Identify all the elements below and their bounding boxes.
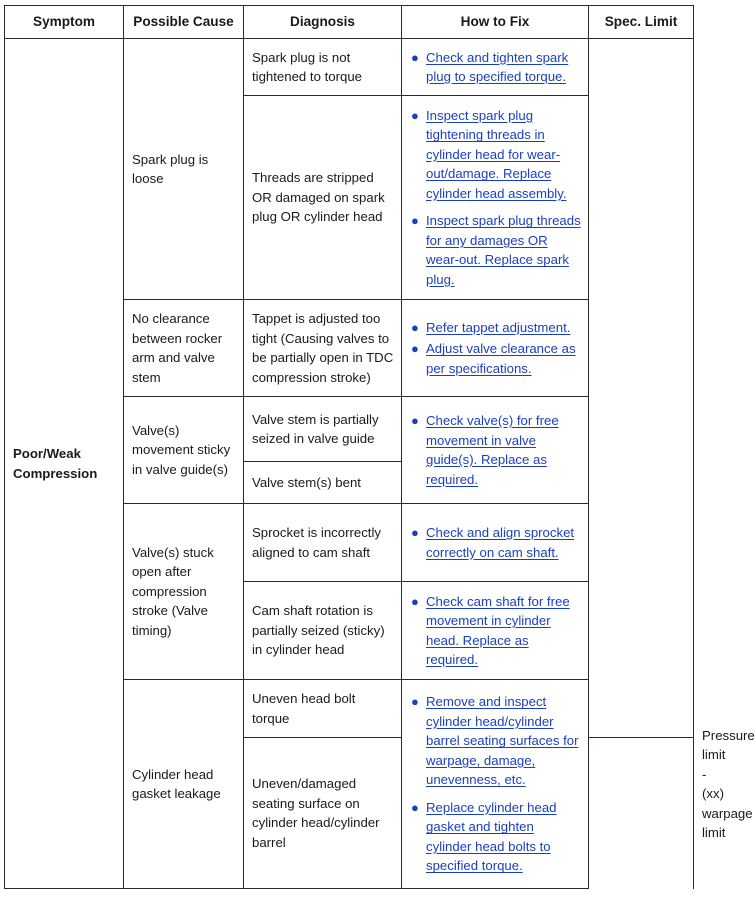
fix-item[interactable] (410, 318, 582, 338)
table-row: Cylinder head gasket leakage Uneven head bolt torque ● Remove and inspect cylinder head/cylinder barrel seating surfaces for warpage, damage, unevenness, etc. ● Replace cylinder head gasket and tighten cylinder head bolts to specified torque. Pressure limit - (xx) warpage limit (5, 680, 694, 738)
diagnosis-cell: Sprocket is incorrectly aligned to cam shaft (244, 504, 402, 582)
cause-cell: Valve(s) stuck open after compression stroke (Valve timing) (124, 504, 244, 680)
fix-cell (402, 300, 589, 397)
bullet-icon: ● (411, 107, 419, 123)
fix-cell (402, 96, 589, 300)
fix-link[interactable]: Adjust valve clearance as per specifications. (426, 341, 576, 376)
bullet-icon: ● (411, 694, 419, 710)
bullet-icon: ● (411, 799, 419, 815)
header-spec-limit: Spec. Limit (589, 6, 694, 39)
fix-link[interactable]: Check and align sprocket correctly on cam shaft. (426, 525, 575, 560)
diagnosis-cell: Threads are stripped OR damaged on spark plug OR cylinder head (244, 96, 402, 300)
header-diagnosis: Diagnosis (244, 6, 402, 39)
header-how-to-fix: How to Fix (402, 6, 589, 39)
fix-item[interactable] (410, 592, 582, 670)
cause-cell: Valve(s) movement sticky in valve guide(s) (124, 397, 244, 504)
diagnosis-cell: Valve stem is partially seized in valve guide (244, 397, 402, 462)
fix-item[interactable] (410, 106, 582, 204)
diagnosis-cell: Valve stem(s) bent (244, 462, 402, 504)
bullet-icon: ● (411, 319, 419, 335)
fix-item[interactable] (410, 523, 582, 562)
diagnosis-cell: Tappet is adjusted too tight (Causing valves to be partially open in TDC compression stroke) (244, 300, 402, 397)
diagnosis-cell: Uneven head bolt torque (244, 680, 402, 738)
header-possible-cause: Possible Cause (124, 6, 244, 39)
fix-cell (402, 504, 589, 582)
table-row (5, 39, 694, 96)
fix-cell (402, 39, 589, 96)
fix-link[interactable]: Refer tappet adjustment. (426, 319, 571, 335)
fix-link[interactable]: Check cam shaft for free movement in cylinder head. Replace as required. (426, 593, 570, 667)
bullet-icon: ● (411, 413, 419, 428)
diagnosis-cell: Cam shaft rotation is partially seized (sticky) in cylinder head (244, 582, 402, 680)
diagnosis-cell: Spark plug is not tightened to torque (244, 39, 402, 96)
diagnosis-cell: Uneven/damaged seating surface on cylinder head/cylinder barrel (244, 738, 402, 889)
bullet-icon: ● (411, 341, 419, 357)
bullet-icon: ● (411, 49, 419, 65)
fix-cell (402, 397, 589, 504)
fix-link[interactable]: Inspect spark plug tightening threads in cylinder head for wear-out/damage. Replace cylinder head assembly. (426, 107, 567, 201)
symptom-cell: Poor/Weak Compression (5, 39, 124, 889)
bullet-icon: ● (411, 525, 419, 540)
bullet-icon: ● (411, 213, 419, 229)
fix-item[interactable] (410, 48, 582, 87)
header-symptom: Symptom (5, 6, 124, 39)
fix-item[interactable] (410, 339, 582, 378)
fix-link[interactable]: Remove and inspect cylinder head/cylinder barrel seating surfaces for warpage, damage, unevenness, etc. (426, 694, 579, 788)
fix-item[interactable] (410, 411, 582, 489)
fix-cell (402, 680, 589, 889)
troubleshooting-table (4, 5, 755, 889)
fix-cell (402, 582, 589, 680)
fix-item[interactable] (410, 692, 582, 790)
fix-item[interactable] (410, 798, 582, 876)
fix-link[interactable]: Check valve(s) for free movement in valve guide(s). Replace as required. (426, 413, 559, 487)
fix-item[interactable] (410, 211, 582, 289)
fix-link[interactable]: Check and tighten spark plug to specified torque. (426, 49, 569, 84)
cause-cell: No clearance between rocker arm and valve stem (124, 300, 244, 397)
fix-link[interactable]: Inspect spark plug threads for any damages OR wear-out. Replace spark plug. (426, 213, 581, 287)
fix-link[interactable]: Replace cylinder head gasket and tighten cylinder head bolts to specified torque. (426, 799, 557, 874)
spec-limit-cell-empty (589, 39, 694, 738)
header-row (5, 6, 694, 39)
bullet-icon: ● (411, 593, 419, 609)
cause-cell: Cylinder head gasket leakage (124, 680, 244, 889)
cause-cell: Spark plug is loose (124, 39, 244, 300)
